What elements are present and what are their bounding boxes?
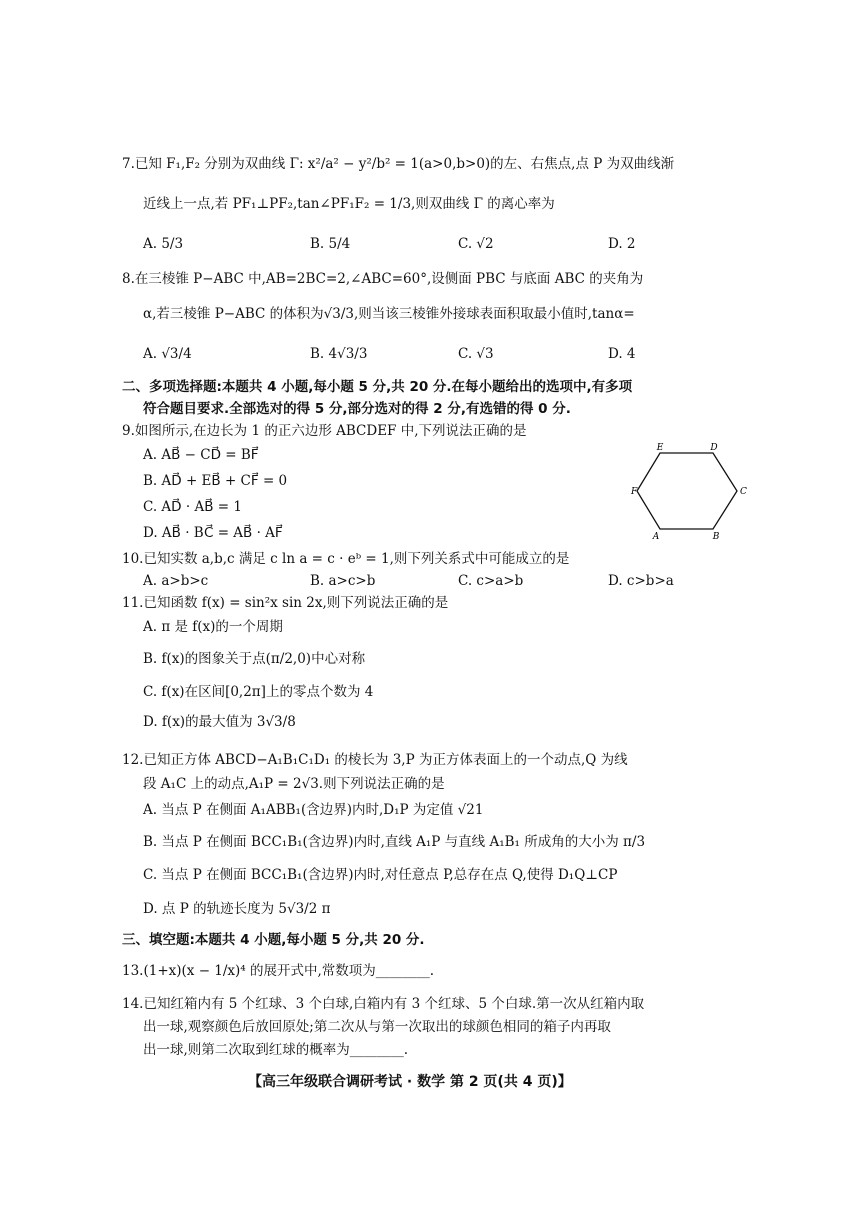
page-footer: 【高三年级联合调研考试 · 数学 第 2 页(共 4 页)】	[248, 1074, 572, 1090]
hex-label-e: E	[656, 443, 664, 453]
hexagon-shape	[637, 453, 737, 529]
q14-line1: 14.已知红箱内有 5 个红球、3 个白球,白箱内有 3 个红球、5 个白球.第一次从红箱内取	[122, 996, 645, 1012]
q8-line1: 8.在三棱锥 P−ABC 中,AB=2BC=2,∠ABC=60°,设侧面 PBC 与底面 ABC 的夹角为	[122, 271, 644, 287]
q10-option-a: A. a>b>c	[143, 573, 209, 589]
q12-option-d: D. 点 P 的轨迹长度为 5√3/2 π	[143, 901, 331, 917]
q8-option-a: A. √3/4	[143, 346, 192, 362]
q12-option-a: A. 当点 P 在侧面 A₁ABB₁(含边界)内时,D₁P 为定值 √21	[143, 802, 484, 818]
q9-option-b: B. AD⃗ + EB⃗ + CF⃗ = 0	[143, 473, 288, 489]
q11-option-c: C. f(x)在区间[0,2π]上的零点个数为 4	[143, 684, 374, 700]
q11-option-b: B. f(x)的图象关于点(π/2,0)中心对称	[143, 651, 366, 667]
hex-label-f: F	[631, 487, 638, 497]
q7-option-d: D. 2	[608, 236, 636, 252]
q12-line1: 12.已知正方体 ABCD−A₁B₁C₁D₁ 的棱长为 3,P 为正方体表面上的一个动点,Q 为线	[122, 752, 628, 768]
section2-heading-line1: 二、多项选择题:本题共 4 小题,每小题 5 分,共 20 分.在每小题给出的选项中,有多项	[122, 379, 633, 395]
q7-option-a: A. 5/3	[143, 236, 184, 252]
q11-option-a: A. π 是 f(x)的一个周期	[143, 619, 283, 635]
q8-line2: α,若三棱锥 P−ABC 的体积为√3/3,则当该三棱锥外接球表面积取最小值时,tanα=	[143, 306, 635, 322]
q9-option-a: A. AB⃗ − CD⃗ = BF⃗	[143, 447, 259, 463]
hex-label-d: D	[710, 443, 718, 453]
q11-stem: 11.已知函数 f(x) = sin²x sin 2x,则下列说法正确的是	[122, 595, 449, 611]
q10-option-b: B. a>c>b	[310, 573, 376, 589]
section3-heading: 三、填空题:本题共 4 小题,每小题 5 分,共 20 分.	[122, 932, 425, 948]
hex-label-b: B	[712, 532, 720, 540]
hex-label-c: C	[740, 487, 747, 497]
q9-option-d: D. AB⃗ · BC⃗ = AB⃗ · AF⃗	[143, 525, 283, 541]
q9-option-c: C. AD⃗ · AB⃗ = 1	[143, 499, 242, 515]
q7-line2: 近线上一点,若 PF₁⊥PF₂,tan∠PF₁F₂ = 1/3,则双曲线 Γ 的离心率为	[143, 196, 555, 212]
q9-stem: 9.如图所示,在边长为 1 的正六边形 ABCDEF 中,下列说法正确的是	[122, 423, 527, 439]
section2-heading-line2: 符合题目要求.全部选对的得 5 分,部分选对的得 2 分,有选错的得 0 分.	[143, 401, 571, 417]
q13-stem: 13.(1+x)(x − 1/x)⁴ 的展开式中,常数项为________.	[122, 963, 435, 979]
hexagon-figure	[630, 440, 750, 540]
q8-option-d: D. 4	[608, 346, 636, 362]
q8-option-c: C. √3	[458, 346, 494, 362]
hex-label-a: A	[652, 532, 660, 540]
q7-option-b: B. 5/4	[310, 236, 351, 252]
q12-line2: 段 A₁C 上的动点,A₁P = 2√3.则下列说法正确的是	[143, 776, 445, 792]
q14-line2: 出一球,观察颜色后放回原处;第二次从与第一次取出的球颜色相同的箱子内再取	[143, 1019, 611, 1035]
q7-option-c: C. √2	[458, 236, 494, 252]
q10-stem: 10.已知实数 a,b,c 满足 c ln a = c · eᵇ = 1,则下列关系式中可能成立的是	[122, 551, 570, 567]
q12-option-c: C. 当点 P 在侧面 BCC₁B₁(含边界)内时,对任意点 P,总存在点 Q,使得 D₁Q⊥CP	[143, 867, 618, 883]
q14-line3: 出一球,则第二次取到红球的概率为________.	[143, 1042, 409, 1058]
q10-option-c: C. c>a>b	[458, 573, 524, 589]
q12-option-b: B. 当点 P 在侧面 BCC₁B₁(含边界)内时,直线 A₁P 与直线 A₁B₁ 所成角的大小为 π/3	[143, 834, 646, 850]
q10-option-d: D. c>b>a	[608, 573, 674, 589]
q11-option-d: D. f(x)的最大值为 3√3/8	[143, 714, 296, 730]
q7-line1: 7.已知 F₁,F₂ 分别为双曲线 Γ: x²/a² − y²/b² = 1(a>0,b>0)的左、右焦点,点 P 为双曲线渐	[122, 156, 675, 172]
q8-option-b: B. 4√3/3	[310, 346, 368, 362]
